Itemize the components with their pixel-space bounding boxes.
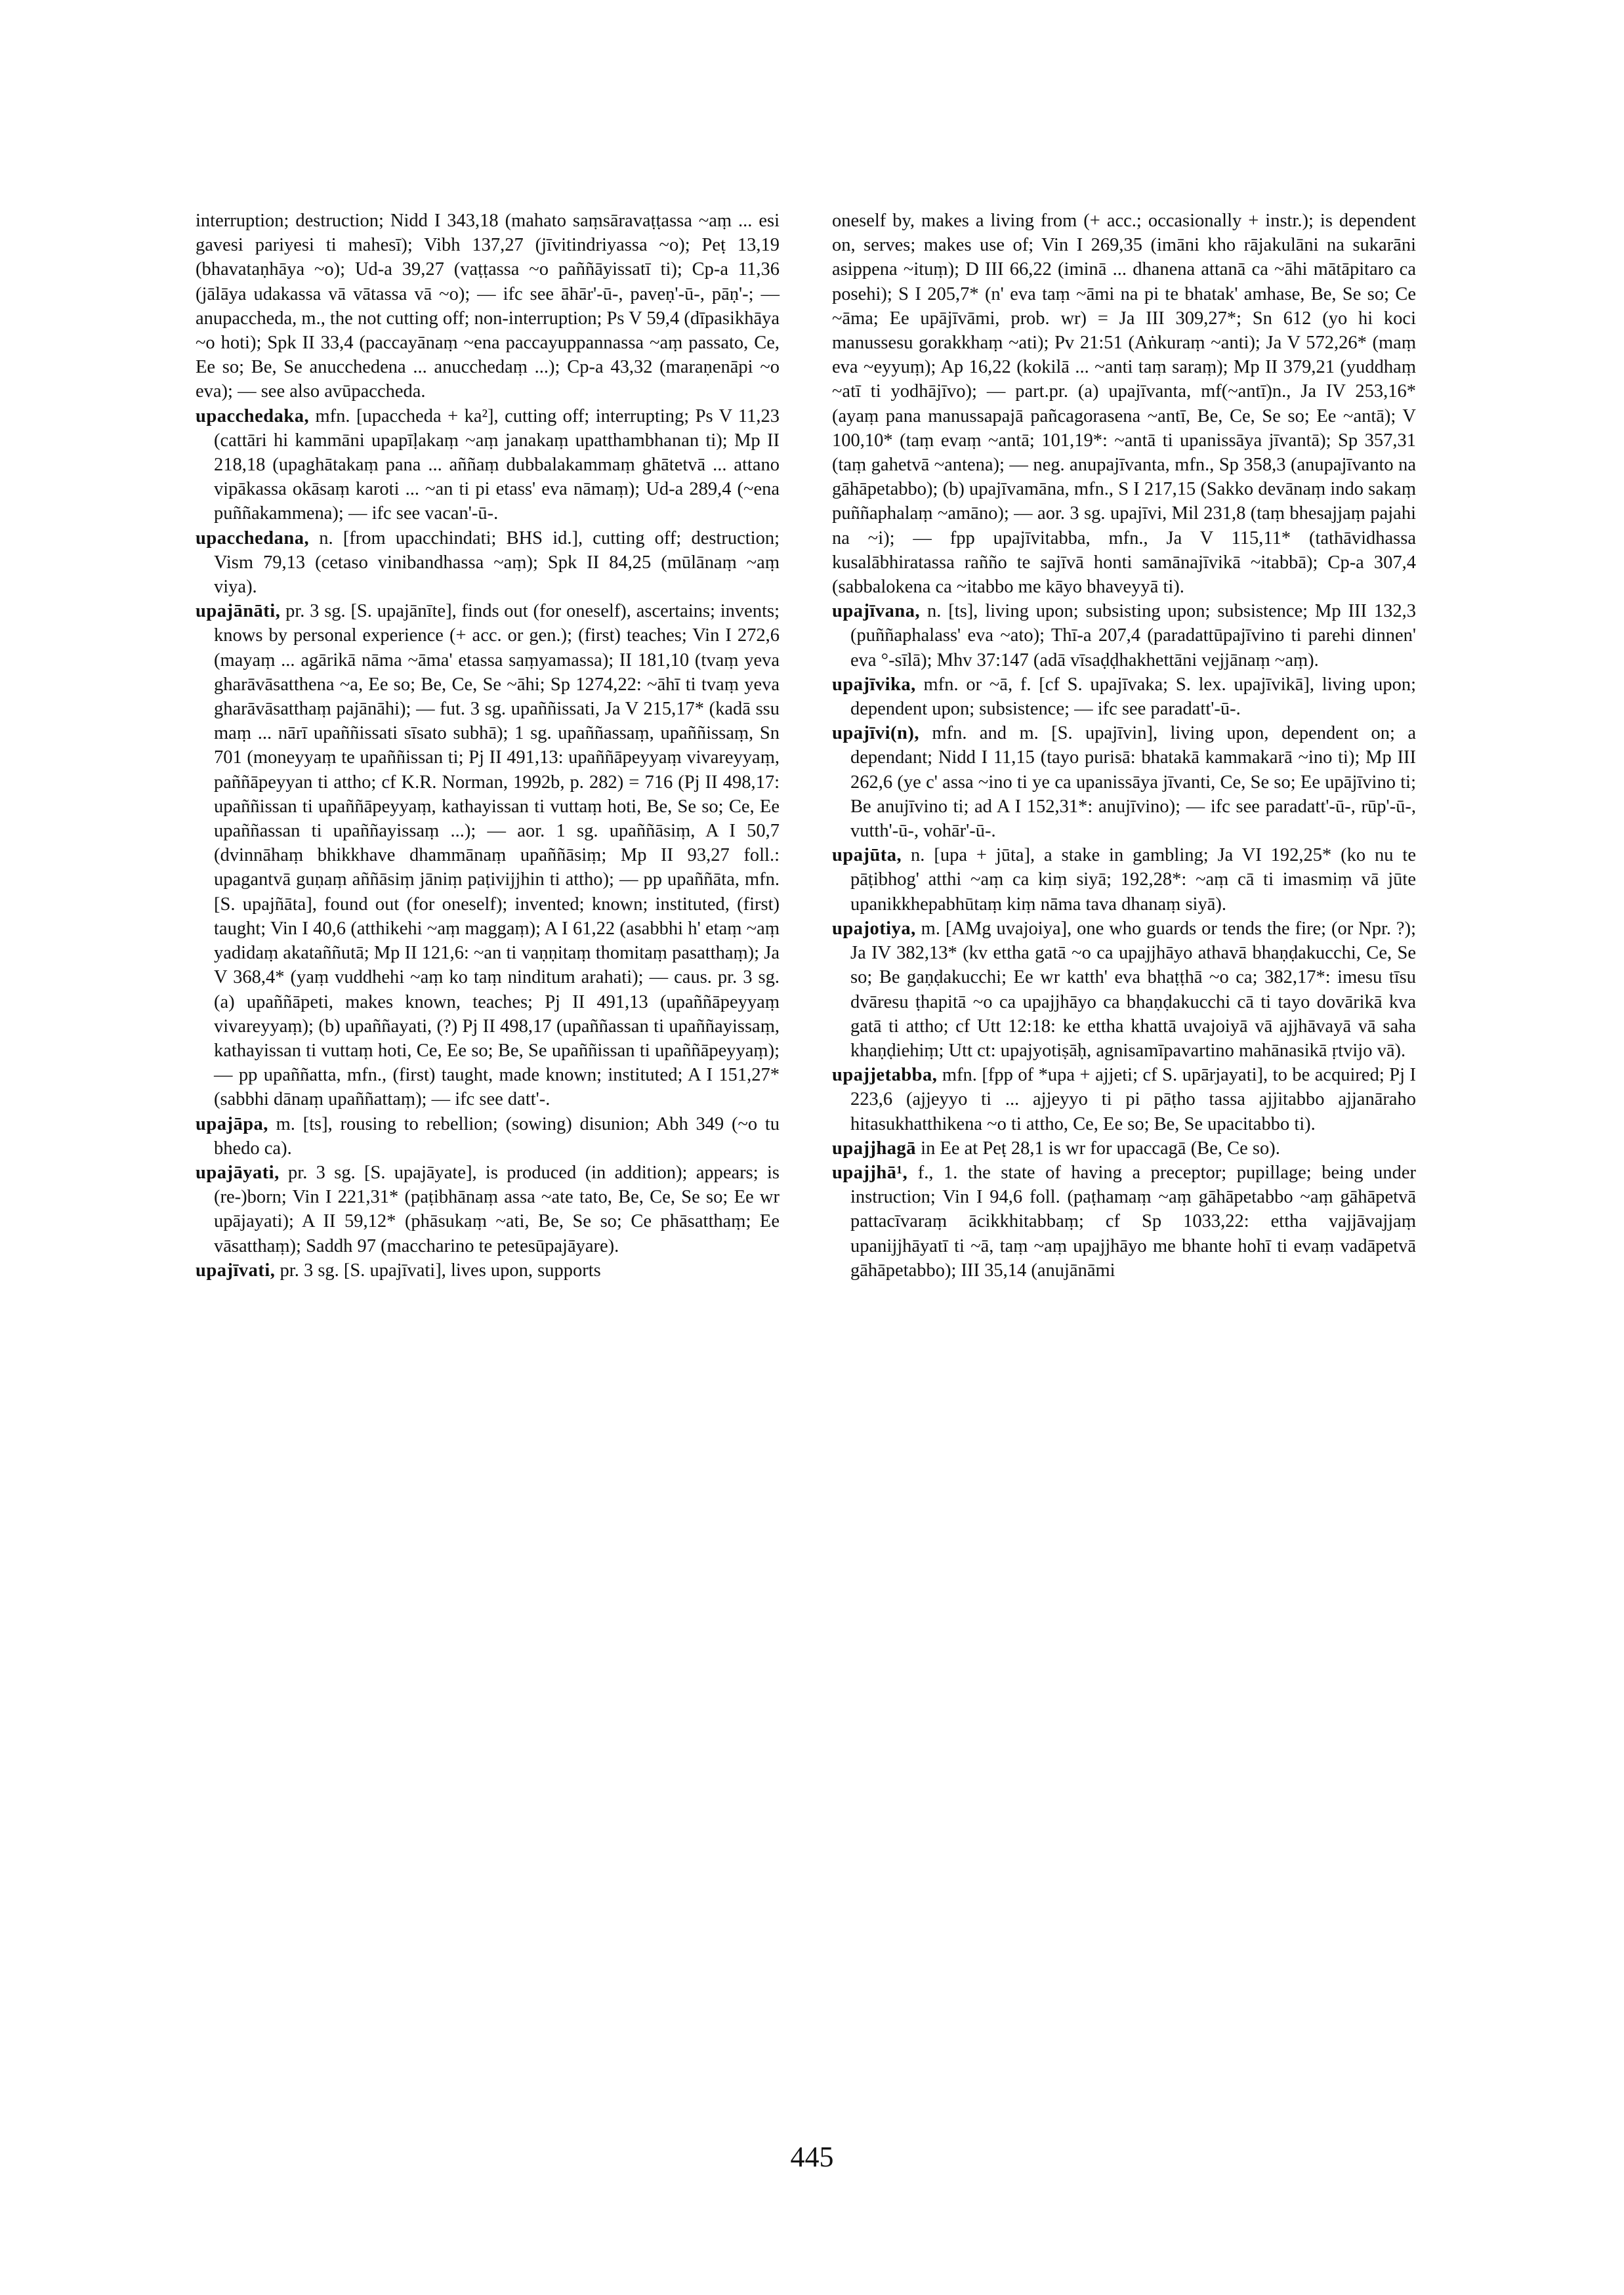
- headword: upajūta,: [832, 845, 902, 866]
- entry-upajotiya: upajotiya, m. [AMg uvajoiya], one who guards or tends the fire; (or Npr. ?); Ja IV 382,13* (kv ettha gatā ~o ca upajjhāyo athavā bhaṇḍakucchi, Ce, Se so; Be gaṇḍakucchi; Ee wr katth' eva bhaṭṭhā ~o ca; 382,17*: imesu tīsu dvāresu ṭhapitā ~o ca upajjhāyo ca bhaṇḍakucchi cā ti tayo dovārikā kva gatā ti attho; cf Utt 12:18: ke ettha khattā uvajoiyā vā ajjhāvayā vā saha khaṇḍiehiṃ; Utt ct: upajyotiṣāḥ, agnisamīpavartino mahānasikā ṛtvijo vā).: [832, 918, 1416, 1061]
- headword: upajānāti,: [196, 601, 281, 622]
- entry-upajivana: upajīvana, n. [ts], living upon; subsisting upon; subsistence; Mp III 132,3 (puññaphalass' eva ~ato); Thī-a 207,4 (paradattūpajīvino ti parehi dinnen' eva °-sīlā); Mhv 37:147 (adā vīsaḍḍhakhettāni vejjānaṃ ~aṃ).: [832, 601, 1416, 671]
- entry-upajanati: upajānāti, pr. 3 sg. [S. upajānīte], finds out (for oneself), ascertains; invents; knows by personal experience (+ acc. or gen.); (first) teaches; Vin I 272,6 (mayaṃ ... agārikā nāma ~āma' etassa saṃyamassa); II 181,10 (tvaṃ yeva gharāvāsatthena ~a, Ee so; Be, Ce, Se ~āhi; Sp 1274,22: ~āhī ti tvaṃ yeva gharāvāsatthaṃ pajānāhi); — fut. 3 sg. upaññissati, Ja V 215,17* (kadā ssu maṃ ... nārī upaññissati sīsato subhā); 1 sg. upaññassaṃ, upaññissaṃ, Sn 701 (moneyyaṃ te upaññissan ti; Pj II 491,13: upaññāpeyyaṃ vivareyyaṃ, paññāpeyyan ti attho; cf K.R. Norman, 1992b, p. 282) = 716 (Pj II 498,17: upaññissan ti upaññāpeyyaṃ, kathayissan ti vuttaṃ hoti, Be, Se so; Ce, Ee upaññassan ti upaññayissaṃ ...); — aor. 1 sg. upaññāsiṃ, A I 50,7 (dvinnāhaṃ bhikkhave dhammānaṃ upaññāsiṃ; Mp II 93,27 foll.: upagantvā guṇaṃ aññāsiṃ jāniṃ paṭivijjhin ti attho); — pp upaññāta, mfn. [S. upajñāta], found out (for oneself); invented; known; instituted, (first) taught; Vin I 40,6 (atthikehi ~aṃ maggaṃ); A I 61,22 (asabbhi h' etaṃ ~aṃ yadidaṃ akataññutā; Mp II 121,6: ~an ti vaṇṇitaṃ thomitaṃ pasatthaṃ); Ja V 368,4* (yaṃ vuddhehi ~aṃ ko taṃ ninditum arahati); — caus. pr. 3 sg. (a) upaññāpeti, makes known, teaches; Pj II 491,13 (upaññāpeyyaṃ vivareyyaṃ); (b) upaññayati, (?) Pj II 498,17 (upaññassan ti upaññayissaṃ, kathayissan ti vuttaṃ hoti, Ce, Ee so; Be, Se upaññissan ti upaññāpeyyaṃ); — pp upaññatta, mfn., (first) taught, made known; instituted; A I 151,27* (sabbhi dānaṃ upaññattaṃ); — ifc see datt'-.: [196, 601, 780, 1110]
- headword: upajīvi(n),: [832, 723, 919, 744]
- headword: upajjhagā: [832, 1138, 917, 1159]
- headword: upajīvika,: [832, 674, 916, 695]
- left-column: [196, 209, 780, 1283]
- entry-continuation: oneself by, makes a living from (+ acc.; occasionally + instr.); is dependent on, serves; makes use of; Vin I 269,35 (imāni kho rājakulāni na sukarāni asippena ~ituṃ); D III 66,22 (iminā ... dhanena attanā ca ~āhi mātāpitaro ca posehi); S I 205,7* (n' eva taṃ ~āmi na pi te bhatak' amhase, Be, Se so; Ce ~āma; Ee upājīvāmi, prob. wr) = Ja III 309,27*; Sn 612 (yo hi koci manussesu gorakkhaṃ ~ati); Pv 21:51 (Aṅkuraṃ ~anti); Ja V 572,26* (maṃ eva ~eyyuṃ); Ap 16,22 (kokilā ... ~anti taṃ saraṃ); Mp II 379,21 (yuddhaṃ ~atī ti yodhājīvo); — part.pr. (a) upajīvanta, mf(~antī)n., Ja IV 253,16* (ayaṃ pana manussapajā pañcagorasena ~antī, Be, Ce, Se so; Ee ~antā); V 100,10* (taṃ evaṃ ~antā; 101,19*: ~antā ti upanissāya jīvantā); Sp 357,31 (taṃ gahetvā ~antena); — neg. anupajīvanta, mfn., Sp 358,3 (anupajīvanto na gāhāpetabbo); (b) upajīvamāna, mfn., S I 217,15 (Sakko devānaṃ indo sakaṃ puññaphalaṃ ~amāno); — aor. 3 sg. upajīvi, Mil 231,8 (taṃ bhesajjaṃ pajahi na ~i); — fpp upajīvitabba, mfn., Ja V 115,11* (tathāvidhassa kusalābhiratassa rañño te sajīvā honti samānajīvikā ~itabbā); Cp-a 307,4 (sabbalokena ca ~itabbo me kāyo bhaveyyā ti).: [832, 211, 1416, 598]
- entry-upajjha: upajjhā¹, f., 1. the state of having a preceptor; pupillage; being under instruction; Vin I 94,6 foll. (paṭhamaṃ ~aṃ gāhāpetabbo ~aṃ gāhāpetvā pattacīvaraṃ ācikkhitabbaṃ; cf Sp 1033,22: ettha vajjāvajjaṃ upanijjhāyatī ti ~ā, taṃ ~aṃ upajjhāyo me bhante hohī ti evaṃ vadāpetvā gāhāpetabbo); III 35,14 (anujānāmi: [832, 1162, 1416, 1281]
- headword: upajīvati,: [196, 1260, 276, 1281]
- page-number: 445: [790, 2141, 834, 2173]
- headword: upajjhā¹,: [832, 1162, 908, 1183]
- entry-upajapa: upajāpa, m. [ts], rousing to rebellion; (sowing) disunion; Abh 349 (~o tu bhedo ca).: [196, 1113, 780, 1159]
- entry-upajivati: upajīvati, pr. 3 sg. [S. upajīvati], lives upon, supports: [196, 1260, 601, 1281]
- headword: upacchedaka,: [196, 405, 310, 426]
- headword: upajotiya,: [832, 918, 916, 939]
- entry-upajuta: upajūta, n. [upa + jūta], a stake in gambling; Ja VI 192,25* (ko nu te pāṭibhog' atthi ~aṃ ca kiṃ siyā; 192,28*: ~aṃ cā ti imasmiṃ vā jūte upanikkhepabhūtaṃ kiṃ nāma tava dhanaṃ siyā).: [832, 845, 1416, 915]
- headword: upajīvana,: [832, 601, 921, 622]
- entry-upajivika: upajīvika, mfn. or ~ā, f. [cf S. upajīvaka; S. lex. upajīvikā], living upon; dependent upon; subsistence; — ifc see paradatt'-ū-.: [832, 674, 1416, 720]
- right-column: [832, 209, 1416, 1283]
- entry-upajivin: upajīvi(n), mfn. and m. [S. upajīvin], living upon, dependent on; a dependant; Nidd I 11,15 (tayo purisā: bhatakā kammakarā ~ino ti); Mp III 262,6 (ye c' assa ~ino ti ye ca upanissāya jīvanti, Ce, Se so; Ee upājīvino ti; Be anujīvino ti; ad A I 152,31*: anujīvino); — ifc see paradatt'-ū-, rūp'-ū-, vutth'-ū-, vohār'-ū-.: [832, 723, 1416, 842]
- entry-upacchedaka: upacchedaka, mfn. [upaccheda + ka²], cutting off; interrupting; Ps V 11,23 (cattāri hi kammāni upapīḷakaṃ ~aṃ janakaṃ upatthambhanan ti); Mp II 218,18 (upaghātakaṃ pana ... aññaṃ dubbalakammaṃ ghātetvā ... attano vipākassa okāsaṃ karoti ... ~an ti pi etass' eva nāmaṃ); Ud-a 289,4 (~ena puññakammena); — ifc see vacan'-ū-.: [196, 405, 780, 524]
- headword: upajjetabba,: [832, 1065, 938, 1086]
- entry-upacchedana: upacchedana, n. [from upacchindati; BHS id.], cutting off; destruction; Vism 79,13 (cetaso vinibandhassa ~aṃ); Spk II 84,25 (mūlānaṃ ~aṃ viya).: [196, 527, 780, 598]
- entry-upajayati: upajāyati, pr. 3 sg. [S. upajāyate], is produced (in addition); appears; is (re-)born; Vin I 221,31* (paṭibhānaṃ assa ~ate tato, Be, Ce, Se so; Ee wr upājayati); A II 59,12* (phāsukaṃ ~ati, Be, Se so; Ce phāsatthaṃ; Ee vāsatthaṃ); Saddh 97 (maccharino te petesūpajāyare).: [196, 1162, 780, 1256]
- entry-upajjetabba: upajjetabba, mfn. [fpp of *upa + ajjeti; cf S. upārjayati], to be acquired; Pj I 223,6 (ajjeyyo ti ... ajjeyyo ti pi pāṭho tassa ajjitabbo ajjanāraho hitasukhatthikena ~o ti attho, Ce, Ee so; Be, Se upacitabbo ti).: [832, 1065, 1416, 1134]
- headword: upacchedana,: [196, 527, 310, 548]
- entry-continuation: interruption; destruction; Nidd I 343,18 (mahato saṃsāravaṭṭassa ~aṃ ... esi gavesi pariyesi ti mahesī); Vibh 137,27 (jīvitindriyassa ~o); Peṭ 13,19 (bhavataṇhāya ~o); Ud-a 39,27 (vaṭṭassa ~o paññāyissatī ti); Cp-a 11,36 (jālāya udakassa vā vātassa vā ~o); — ifc see āhār'-ū-, paveṇ'-ū-, pāṇ'-; — anupaccheda, m., the not cutting off; non-interruption; Ps V 59,4 (dīpasikhāya ~o hoti); Spk II 33,4 (paccayānaṃ ~ena paccayuppannassa ~aṃ passato, Ce, Ee so; Be, Se anucchedena ... anucchedaṃ ...); Cp-a 43,32 (maraṇenāpi ~o eva); — see also avūpaccheda.: [196, 211, 780, 402]
- headword: upajāyati,: [196, 1162, 280, 1183]
- headword: upajāpa,: [196, 1113, 268, 1134]
- entry-upajjhaga: upajjhagā in Ee at Peṭ 28,1 is wr for upaccagā (Be, Ce so).: [832, 1138, 1280, 1159]
